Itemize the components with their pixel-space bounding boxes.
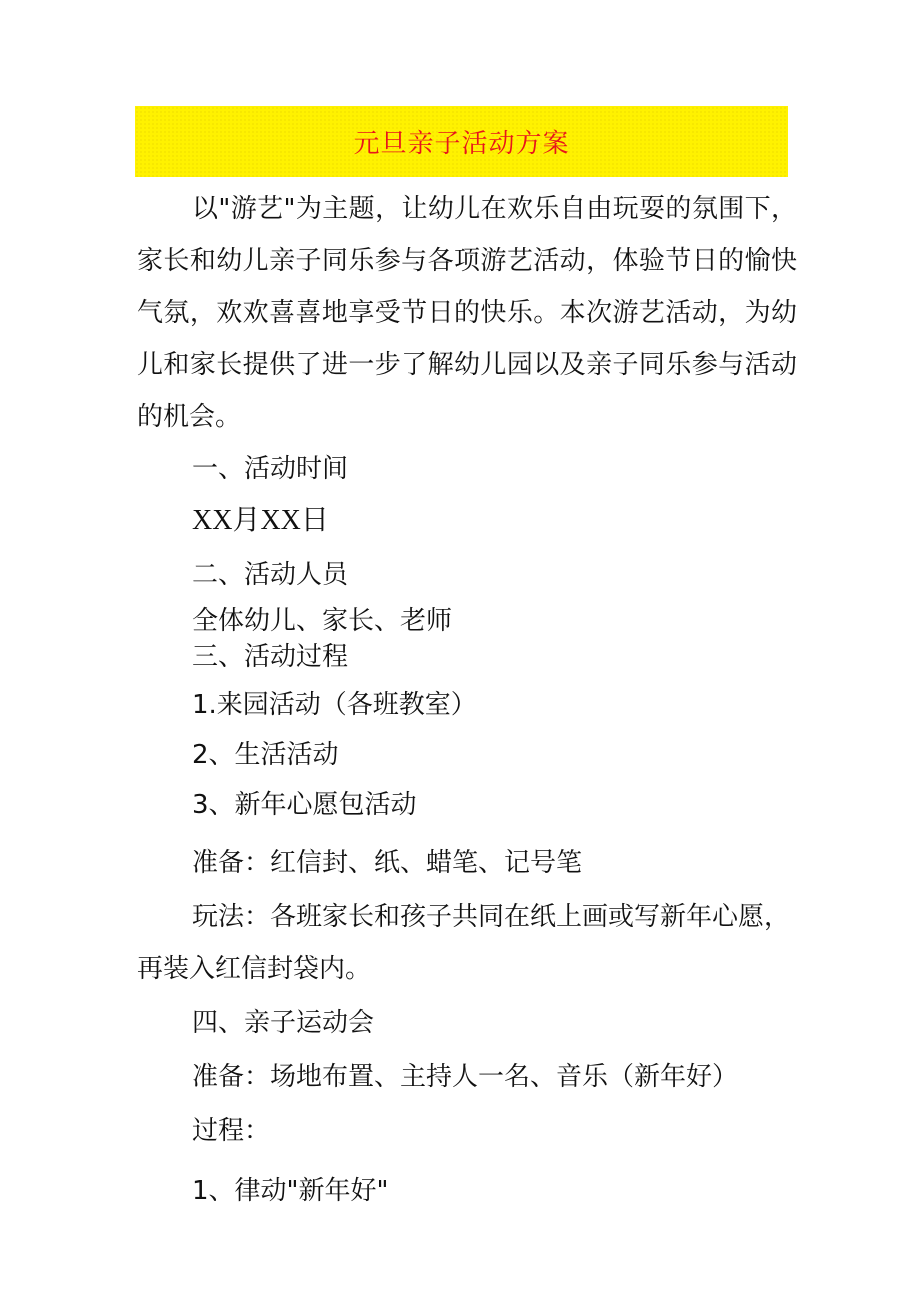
document-title: 元旦亲子活动方案	[353, 129, 570, 159]
sports-process-label: 过程：	[192, 1116, 271, 1146]
process-item-2: 2、生活活动	[192, 740, 339, 770]
wish-play: 玩法：各班家长和孩子共同在纸上画或写新年心愿，再装入红信封袋内。	[137, 902, 791, 984]
intro-paragraph: 以"游艺"为主题，让幼儿在欢乐自由玩耍的氛围下，家长和幼儿亲子同乐参与各项游艺活动，体验节日的愉快气氛，欢欢喜喜地享受节日的快乐。本次游艺活动，为幼儿和家长提供了进一步了解幼儿园以及亲子同乐参与活动的机会。	[137, 194, 797, 432]
sports-prep: 准备：场地布置、主持人一名、音乐（新年好）	[192, 1062, 739, 1092]
process-item-3: 3、新年心愿包活动	[192, 790, 417, 820]
section-heading-process: 三、活动过程	[192, 642, 349, 672]
section-heading-time: 一、活动时间	[192, 454, 349, 484]
document-body	[137, 183, 797, 1217]
section-heading-people: 二、活动人员	[192, 560, 349, 590]
process-item-1: 1.来园活动（各班教室）	[192, 690, 477, 720]
title-banner	[135, 106, 788, 177]
wish-prep: 准备：红信封、纸、蜡笔、记号笔	[192, 848, 583, 878]
activity-people: 全体幼儿、家长、老师	[192, 606, 453, 636]
sports-item-1: 1、律动"新年好"	[192, 1176, 389, 1206]
activity-date: XX月XX日	[192, 505, 329, 536]
section-heading-sports: 四、亲子运动会	[192, 1008, 375, 1038]
